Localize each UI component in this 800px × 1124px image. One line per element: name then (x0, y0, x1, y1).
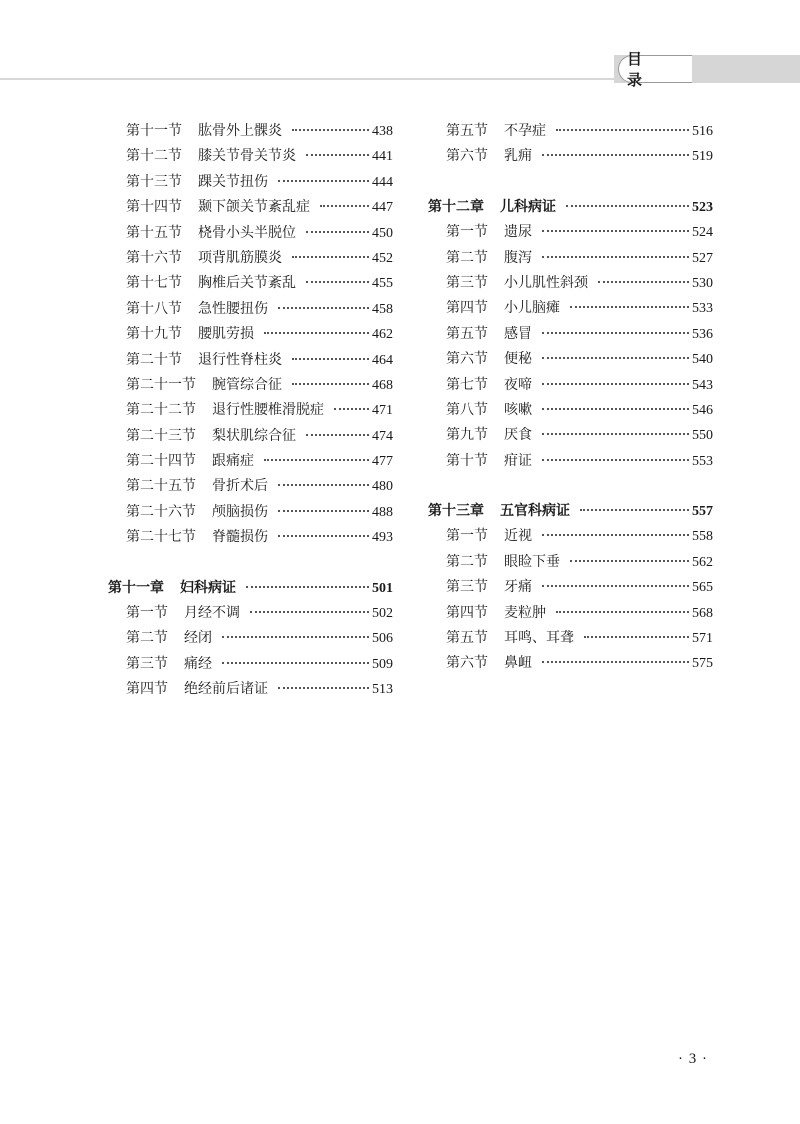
toc-section-entry[interactable] (428, 246, 713, 271)
dot-leader (556, 128, 689, 131)
dot-leader (570, 305, 689, 308)
entry-page: 546 (692, 402, 713, 418)
entry-title: 妇科病证 (180, 579, 236, 596)
entry-page: 474 (372, 428, 393, 444)
entry-number: 第十四节 (126, 199, 182, 216)
toc-section-entry[interactable] (108, 221, 393, 246)
toc-section-entry[interactable] (108, 474, 393, 499)
entry-title: 胸椎后关节紊乱 (198, 275, 296, 292)
entry-title: 眼睑下垂 (504, 553, 560, 570)
toc-left-column (108, 119, 393, 703)
entry-title: 鼻衄 (504, 655, 532, 672)
entry-title: 颞下颌关节紊乱症 (198, 199, 310, 216)
entry-number: 第四节 (126, 681, 168, 698)
toc-section-entry[interactable] (108, 297, 393, 322)
entry-title: 骨折术后 (212, 478, 268, 495)
entry-title: 桡骨小头半脱位 (198, 224, 296, 241)
dot-leader (250, 610, 369, 613)
dot-leader (542, 458, 689, 461)
dot-leader (542, 407, 689, 410)
entry-number: 第六节 (446, 655, 488, 672)
entry-title: 腕管综合征 (212, 376, 282, 393)
toc-right-column (428, 119, 713, 677)
dot-leader (292, 128, 369, 131)
dot-leader (542, 382, 689, 385)
entry-number: 第二节 (446, 249, 488, 266)
toc-section-entry[interactable] (428, 322, 713, 347)
dot-leader (292, 357, 369, 360)
dot-leader (580, 508, 689, 511)
entry-title: 儿科病证 (500, 198, 556, 215)
entry-title: 近视 (504, 528, 532, 545)
toc-section-entry[interactable] (108, 677, 393, 702)
entry-number: 第四节 (446, 604, 488, 621)
toc-section-entry[interactable] (108, 652, 393, 677)
entry-number: 第七节 (446, 376, 488, 393)
dot-leader (264, 331, 369, 334)
toc-section-entry[interactable] (428, 601, 713, 626)
entry-title: 疳证 (504, 452, 532, 469)
dot-leader (542, 331, 689, 334)
dot-leader (542, 584, 689, 587)
entry-page: 565 (692, 580, 713, 596)
entry-title: 跟痛症 (212, 453, 254, 470)
dot-leader (264, 458, 369, 461)
entry-number: 第五节 (446, 325, 488, 342)
entry-title: 麦粒肿 (504, 604, 546, 621)
toc-section-entry[interactable] (428, 144, 713, 169)
entry-number: 第十一节 (126, 123, 182, 139)
entry-title: 项背肌筋膜炎 (198, 249, 282, 266)
toc-section-entry[interactable] (108, 144, 393, 169)
toc-section-entry[interactable] (428, 373, 713, 398)
entry-title: 腹泻 (504, 249, 532, 266)
entry-page: 530 (692, 275, 713, 291)
dot-leader (278, 509, 369, 512)
toc-section-entry[interactable] (108, 398, 393, 423)
entry-page: 533 (692, 301, 713, 317)
entry-number: 第十八节 (126, 300, 182, 317)
page-number: · 3 · (678, 1051, 708, 1067)
toc-section-entry[interactable] (428, 220, 713, 245)
toc-section-entry[interactable] (108, 119, 393, 144)
entry-page: 568 (692, 605, 713, 621)
dot-leader (542, 356, 689, 359)
entry-number: 第九节 (446, 427, 488, 444)
entry-title: 痛经 (184, 655, 212, 672)
entry-page: 452 (372, 250, 393, 266)
entry-page: 571 (692, 631, 713, 647)
entry-number: 第十一章 (108, 579, 164, 596)
entry-title: 夜啼 (504, 376, 532, 393)
entry-page: 493 (372, 530, 393, 546)
toc-section-entry[interactable] (428, 271, 713, 296)
dot-leader (278, 483, 369, 486)
entry-number: 第八节 (446, 401, 488, 418)
entry-number: 第一节 (446, 528, 488, 545)
toc-chapter-entry[interactable] (428, 195, 713, 220)
entry-page: 558 (692, 529, 713, 545)
entry-page: 455 (372, 276, 393, 292)
dot-leader (292, 382, 369, 385)
dot-leader (542, 255, 689, 258)
entry-number: 第一节 (446, 224, 488, 241)
header-label: 目 录 (618, 55, 692, 83)
section-gap (428, 474, 713, 499)
entry-title: 便秘 (504, 351, 532, 368)
entry-page: 450 (372, 225, 393, 241)
toc-section-entry[interactable] (108, 246, 393, 271)
toc-section-entry[interactable] (428, 347, 713, 372)
entry-page: 557 (692, 504, 713, 520)
dot-leader (278, 534, 369, 537)
dot-leader (222, 661, 369, 664)
entry-page: 441 (372, 149, 393, 165)
entry-page: 543 (692, 377, 713, 393)
entry-title: 不孕症 (504, 123, 546, 139)
entry-number: 第二十三节 (126, 427, 196, 444)
entry-title: 肱骨外上髁炎 (198, 123, 282, 139)
toc-section-entry[interactable] (428, 550, 713, 575)
dot-leader (570, 559, 689, 562)
entry-page: 523 (692, 199, 713, 215)
entry-title: 梨状肌综合征 (212, 427, 296, 444)
toc-section-entry[interactable] (108, 271, 393, 296)
entry-number: 第十三章 (428, 503, 484, 520)
entry-number: 第三节 (446, 579, 488, 596)
toc-section-entry[interactable] (428, 651, 713, 676)
toc-section-entry[interactable] (428, 423, 713, 448)
entry-number: 第二十六节 (126, 503, 196, 520)
entry-number: 第十三节 (126, 173, 182, 190)
entry-page: 488 (372, 504, 393, 520)
toc-section-entry[interactable] (108, 449, 393, 474)
entry-page: 513 (372, 682, 393, 698)
entry-title: 耳鸣、耳聋 (504, 630, 574, 647)
entry-page: 575 (692, 656, 713, 672)
dot-leader (542, 229, 689, 232)
entry-title: 五官科病证 (500, 503, 570, 520)
entry-number: 第二节 (126, 630, 168, 647)
entry-number: 第二十二节 (126, 402, 196, 419)
entry-page: 527 (692, 250, 713, 266)
entry-page: 536 (692, 326, 713, 342)
dot-leader (278, 179, 369, 182)
entry-title: 经闭 (184, 630, 212, 647)
dot-leader (320, 204, 369, 207)
dot-leader (306, 433, 369, 436)
entry-number: 第二十一节 (126, 376, 196, 393)
entry-number: 第六节 (446, 351, 488, 368)
entry-page: 524 (692, 225, 713, 241)
entry-number: 第二十七节 (126, 529, 196, 546)
entry-number: 第一节 (126, 605, 168, 622)
toc-section-entry[interactable] (108, 500, 393, 525)
dot-leader (542, 660, 689, 663)
entry-number: 第十九节 (126, 326, 182, 343)
dot-leader (556, 610, 689, 613)
entry-title: 急性腰扭伤 (198, 300, 268, 317)
entry-title: 膝关节骨关节炎 (198, 148, 296, 165)
entry-title: 遗尿 (504, 224, 532, 241)
entry-number: 第十六节 (126, 249, 182, 266)
toc-section-entry[interactable] (108, 601, 393, 626)
toc-section-entry[interactable] (108, 373, 393, 398)
toc-section-entry[interactable] (108, 322, 393, 347)
entry-title: 退行性腰椎滑脱症 (212, 402, 324, 419)
dot-leader (542, 153, 689, 156)
entry-number: 第二十五节 (126, 478, 196, 495)
dot-leader (542, 533, 689, 536)
entry-page: 480 (372, 479, 393, 495)
dot-leader (334, 407, 369, 410)
entry-title: 牙痛 (504, 579, 532, 596)
entry-page: 506 (372, 631, 393, 647)
dot-leader (306, 230, 369, 233)
toc-chapter-entry[interactable] (108, 576, 393, 601)
entry-number: 第二节 (446, 553, 488, 570)
toc-section-entry[interactable] (428, 398, 713, 423)
entry-page: 519 (692, 149, 713, 165)
toc-chapter-entry[interactable] (428, 499, 713, 524)
entry-title: 厌食 (504, 427, 532, 444)
dot-leader (246, 585, 369, 588)
section-gap (108, 551, 393, 576)
entry-title: 踝关节扭伤 (198, 173, 268, 190)
entry-number: 第十二节 (126, 148, 182, 165)
entry-number: 第四节 (446, 300, 488, 317)
entry-title: 脊髓损伤 (212, 529, 268, 546)
entry-page: 550 (692, 428, 713, 444)
entry-page: 444 (372, 174, 393, 190)
dot-leader (598, 280, 689, 283)
entry-title: 绝经前后诸证 (184, 681, 268, 698)
dot-leader (278, 686, 369, 689)
entry-number: 第三节 (446, 274, 488, 291)
dot-leader (566, 204, 689, 207)
toc-section-entry[interactable] (108, 195, 393, 220)
dot-leader (306, 153, 369, 156)
entry-title: 感冒 (504, 325, 532, 342)
entry-number: 第十五节 (126, 224, 182, 241)
entry-title: 腰肌劳损 (198, 326, 254, 343)
entry-page: 562 (692, 554, 713, 570)
entry-page: 502 (372, 606, 393, 622)
toc-section-entry[interactable] (108, 626, 393, 651)
dot-leader (584, 635, 689, 638)
entry-title: 月经不调 (184, 605, 240, 622)
toc-section-entry[interactable] (108, 170, 393, 195)
entry-title: 小儿脑瘫 (504, 300, 560, 317)
toc-section-entry[interactable] (108, 424, 393, 449)
entry-number: 第五节 (446, 630, 488, 647)
entry-page: 458 (372, 301, 393, 317)
section-gap (428, 170, 713, 195)
entry-page: 468 (372, 377, 393, 393)
dot-leader (292, 255, 369, 258)
dot-leader (306, 280, 369, 283)
entry-number: 第二十节 (126, 351, 182, 368)
entry-number: 第六节 (446, 148, 488, 165)
entry-page: 501 (372, 580, 393, 596)
toc-section-entry[interactable] (108, 525, 393, 550)
entry-title: 咳嗽 (504, 401, 532, 418)
entry-page: 462 (372, 327, 393, 343)
entry-title: 颅脑损伤 (212, 503, 268, 520)
entry-title: 退行性脊柱炎 (198, 351, 282, 368)
entry-page: 438 (372, 124, 393, 139)
toc-section-entry[interactable] (428, 119, 713, 144)
entry-page: 447 (372, 200, 393, 216)
entry-number: 第二十四节 (126, 453, 196, 470)
entry-title: 乳痈 (504, 148, 532, 165)
toc-section-entry[interactable] (428, 449, 713, 474)
entry-page: 553 (692, 453, 713, 469)
entry-page: 471 (372, 403, 393, 419)
entry-number: 第十二章 (428, 198, 484, 215)
toc-section-entry[interactable] (108, 348, 393, 373)
entry-page: 477 (372, 454, 393, 470)
dot-leader (222, 635, 369, 638)
entry-page: 516 (692, 124, 713, 139)
entry-page: 509 (372, 656, 393, 672)
toc-section-entry[interactable] (428, 296, 713, 321)
entry-page: 464 (372, 352, 393, 368)
entry-number: 第五节 (446, 123, 488, 139)
entry-number: 第三节 (126, 655, 168, 672)
toc-section-entry[interactable] (428, 626, 713, 651)
dot-leader (278, 306, 369, 309)
dot-leader (542, 432, 689, 435)
toc-section-entry[interactable] (428, 575, 713, 600)
entry-page: 540 (692, 352, 713, 368)
toc-section-entry[interactable] (428, 524, 713, 549)
entry-number: 第十七节 (126, 275, 182, 292)
entry-title: 小儿肌性斜颈 (504, 274, 588, 291)
entry-number: 第十节 (446, 452, 488, 469)
